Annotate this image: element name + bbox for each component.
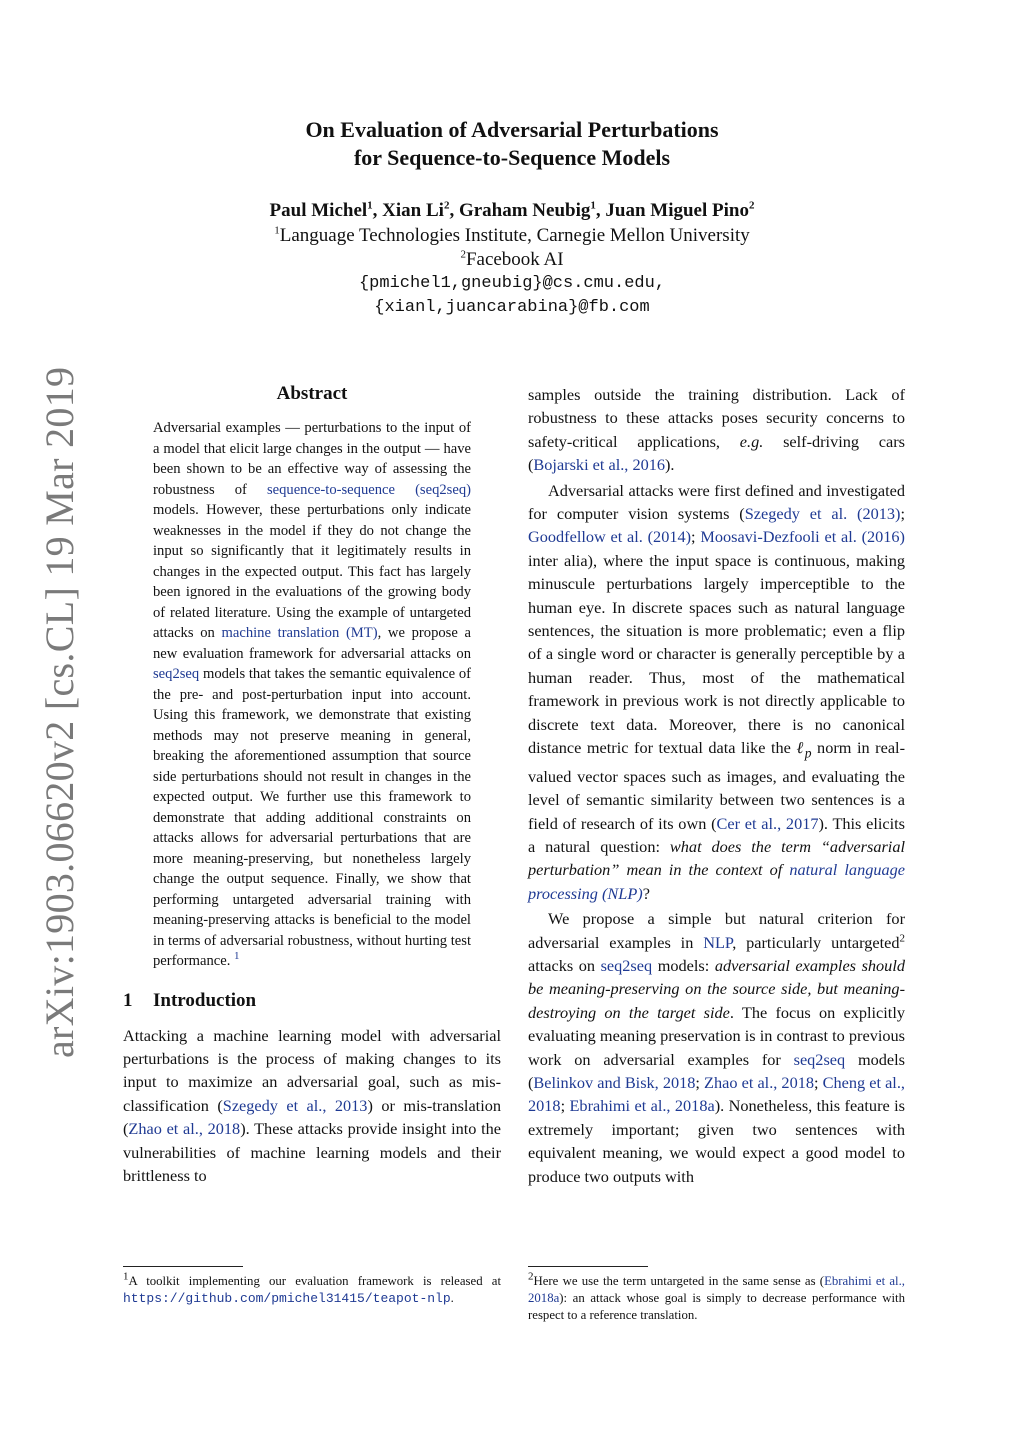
citation-link[interactable]: Zhao et al., 2018 (128, 1119, 241, 1139)
acronym-link[interactable]: seq2seq (153, 666, 200, 682)
footnote-rule (123, 1266, 243, 1267)
author-name: Graham Neubig (458, 200, 591, 221)
author-name: Xian Li (382, 200, 444, 221)
email-line-1: {pmichel1,gneubig}@cs.cmu.edu, (358, 274, 666, 293)
abstract-text: Adversarial examples — perturbations to the input of a model that elicit large changes in the output — have been shown to be an effective way of assessing the robustness of sequence-to-sequence (seq2seq) models. However, these perturbations only indicate weaknesses in the model if they do not change the input so significantly that it legitimately results in changes in the expected output. This fact has largely been ignored in the evaluations of the growing body of related literature. Using the example of untargeted attacks on machine translation (MT), we propose a new evaluation framework for adversarial attacks on seq2seq models that takes the semantic equivalence of the pre- and post-perturbation input into account. Using this framework, we demonstrate that existing methods may not preserve meaning in general, breaking the aforementioned assumption that source side perturbations should not result in changes in the expected output. We further use this framework to demonstrate that adding additional constraints on attacks allows for adversarial perturbations that are more meaning-preserving, but nonetheless largely change the output sequence. Finally, we show that performing untargeted adversarial training with meaning-preserving attacks is beneficial to the model in terms of adversarial robustness, without hurting test performance. $^1$ (153, 420, 471, 969)
citation-link[interactable]: Ebrahimi et al., 2018a (528, 1274, 905, 1305)
paragraph-adversarial-attacks: Adversarial attacks were first defined and investigated for computer vision systems (Szegedy et al. (2013); Goodfellow et al. (2014); Moosavi-Dezfooli et al. (2016) inter alia), where the input space is continuous, making minuscule perturbations largely imperceptible to the human eye. In discrete spaces such as natural language sentences, the situation is more problematic; even a flip of a single word or character is generally perceptible by a human reader. Thus, most of the mathematical framework in previous work is not directly applicable to discrete text data. Moreover, there is no canonical distance metric for textual data like the ℓ$_p$ norm in real-valued vector spaces such as images, and evaluating the level of semantic similarity between two sentences is a field of research of its own (Cer et al., 2017). This elicits a natural question: what does the term “adversarial perturbation” mean in the context of natural language processing (NLP)? (528, 480, 906, 903)
acronym-link[interactable]: seq2seq (793, 1049, 846, 1069)
arxiv-identifier: arXiv:1903.06620v2 [cs.CL] 19 Mar 2019 (37, 366, 82, 1058)
acronym-link[interactable]: natural language processing (NLP) (528, 860, 905, 903)
citation-link[interactable]: Szegedy et al. (2013) (744, 504, 901, 524)
paragraph-robustness: samples outside the training distribution. Lack of robustness to these attacks poses security concerns to safety-critical applications, e.g. self-driving cars (Bojarski et al., 2016). (528, 385, 906, 475)
footnote-1: $^1$A toolkit implementing our evaluation framework is released at https://github.com/pmichel31415/teapot-nlp. (123, 1256, 501, 1307)
email-line-2: {xianl,juancarabina}@fb.com (374, 298, 650, 317)
footnote-rule (528, 1266, 648, 1267)
citation-link[interactable]: Belinkov and Bisk, 2018 (533, 1073, 696, 1093)
citation-link[interactable]: Ebrahimi et al., 2018a (569, 1096, 715, 1116)
citation-link[interactable]: Moosavi-Dezfooli et al. (2016) (700, 527, 905, 547)
affiliation-facebook: $^2$Facebook AI (460, 248, 564, 270)
paragraph-criterion: We propose a simple but natural criterion for adversarial examples in NLP, particularly untargeted$^2$ attacks on seq2seq models: adversarial examples should be meaning-preserving on the source side, but meaning-destroying on the target side. The focus on explicitly evaluating meaning preservation is in contrast to previous work on adversarial examples for seq2seq models (Belinkov and Bisk, 2018; Zhao et al., 2018; Cheng et al., 2018; Ebrahimi et al., 2018a). Nonetheless, this feature is extremely important; given two sentences with equivalent meaning, we would expect a good model to produce two outputs with (528, 909, 905, 1186)
abstract-heading: Abstract (276, 383, 348, 404)
citation-link[interactable]: Szegedy et al., 2013 (222, 1095, 368, 1115)
left-column (123, 380, 501, 1187)
right-column (528, 383, 905, 1188)
paper-header (180, 116, 844, 320)
acronym-link[interactable]: seq2seq (600, 956, 653, 975)
author-list: Paul Michel$^1$, Xian Li$^2$, Graham Neubig$^1$, Juan Miguel Pino$^2$ (269, 199, 755, 221)
footnote-2-mark: 2 (899, 932, 905, 945)
affiliation-cmu: $^1$Language Technologies Institute, Carnegie Mellon University (274, 224, 750, 246)
intro-paragraph: Attacking a machine learning model with adversarial perturbations is the process of making changes to its input to maximize an adversarial goal, such as mis-classification (Szegedy et al., 2013) or mis-translation (Zhao et al., 2018). These attacks provide insight into the vulnerabilities of machine learning models and their brittleness to (123, 1025, 501, 1185)
citation-link[interactable]: Zhao et al., 2018 (704, 1073, 814, 1093)
section-heading-introduction: 1 Introduction (123, 989, 257, 1011)
citation-link[interactable]: Cer et al., 2017 (716, 813, 819, 833)
paper-title: On Evaluation of Adversarial Perturbations for Sequence-to-Sequence Models (305, 117, 719, 170)
acronym-link[interactable]: NLP (703, 932, 733, 952)
acronym-link[interactable]: machine translation (MT) (221, 625, 378, 641)
acronym-link[interactable]: sequence-to-sequence (seq2seq) (266, 481, 471, 498)
footnote-1-link[interactable]: 1 (234, 950, 240, 963)
citation-link[interactable]: Goodfellow et al. (2014) (528, 527, 692, 547)
citation-link[interactable]: Bojarski et al., 2016 (533, 455, 666, 475)
footnote-2: $^2$Here we use the term untargeted in the same sense as (Ebrahimi et al., 2018a): an attack whose goal is simply to decrease performance with respect to a reference translation. (528, 1256, 905, 1324)
github-url-link[interactable]: https://github.com/pmichel31415/teapot-nlp (123, 1291, 451, 1306)
author-name: Juan Miguel Pino (605, 200, 749, 221)
citation-link[interactable]: Cheng et al., 2018 (528, 1073, 905, 1116)
author-name: Paul Michel (269, 200, 368, 221)
